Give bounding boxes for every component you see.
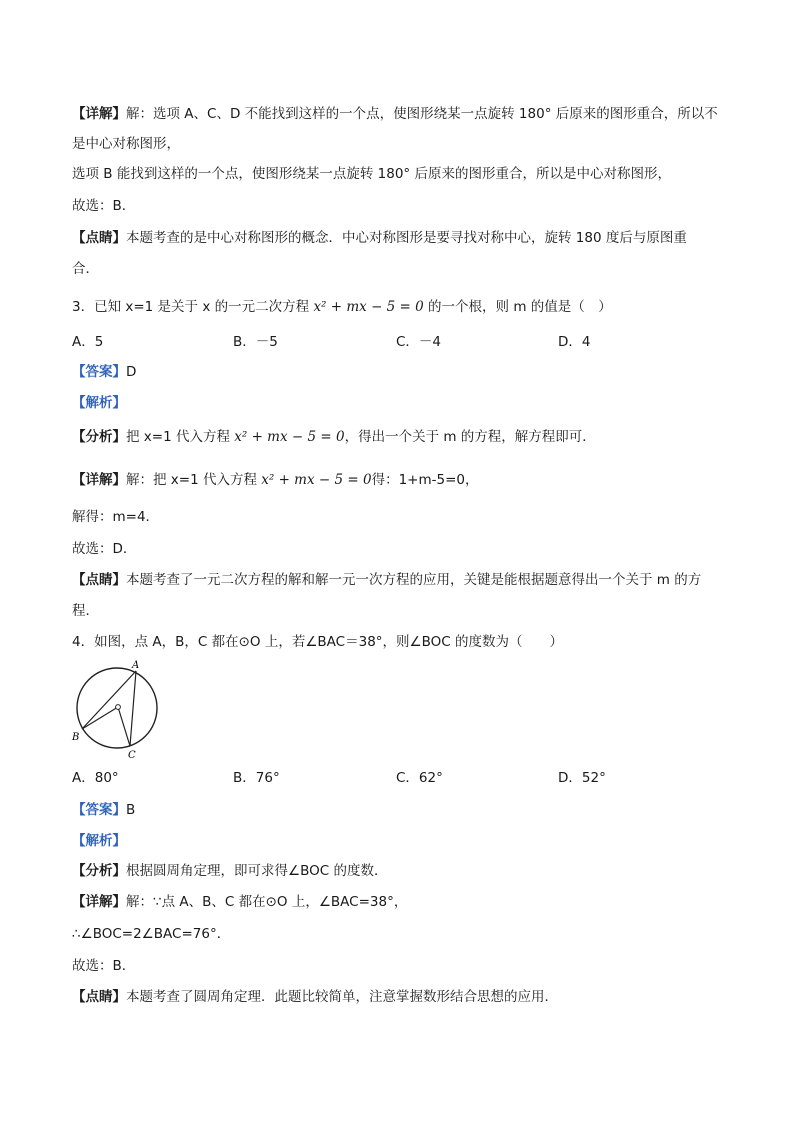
segment-ab [82, 671, 136, 729]
choose-line [72, 196, 135, 216]
answer-value: D [126, 364, 137, 380]
answer-tag: 【答案】 [72, 364, 126, 380]
comment-text: 本题考查了圆周角定理．此题比较简单，注意掌握数形结合思想的应用． [126, 989, 558, 1005]
q3-equation: x² + mx − 5 = 0 [313, 299, 424, 315]
q4-detail [72, 892, 407, 912]
comment-text-cont: 合． [72, 261, 99, 277]
detail-equation: x² + mx − 5 = 0 [261, 472, 372, 488]
q4-detail-2: ∴∠BOC=2∠BAC=76°． [72, 926, 231, 942]
label-b: B [72, 732, 80, 743]
q3-choose: 故选：D． [72, 541, 137, 557]
segment-oc [118, 707, 130, 746]
answer-tag: 【答案】 [72, 802, 126, 818]
answer-value: B [126, 802, 136, 818]
analysis-pre: 把 x=1 代入方程 [126, 429, 235, 445]
detail-text-cont: 是中心对称图形， [72, 136, 180, 152]
comment-line-1 [72, 228, 687, 248]
q4-option-b: B．76° [233, 770, 280, 786]
q3-analysis [72, 427, 596, 447]
analysis-heading: 【解析】 [72, 833, 126, 849]
q3-solution: 解得：m=4． [72, 509, 160, 525]
circle-figure [66, 658, 176, 762]
detail-tag: 【详解】 [72, 472, 126, 488]
detail-text: 解：选项 A、C、D 不能找到这样的一个点，使图形绕某一点旋转 180° 后原来的图形重合，所以不 [126, 106, 718, 122]
q4-choose: 故选：B． [72, 958, 136, 974]
comment-tag: 【点睛】 [72, 989, 126, 1005]
q4-comment [72, 987, 558, 1007]
analysis-equation: x² + mx − 5 = 0 [234, 429, 345, 445]
detail-line-3 [72, 164, 671, 184]
detail-post: 得：1+m-5=0， [371, 472, 479, 488]
analysis-post: ，得出一个关于 m 的方程，解方程即可． [344, 429, 596, 445]
comment-text: 本题考查了一元二次方程的解和解一元一次方程的应用，关键是能根据题意得出一个关于 m 的方 [126, 572, 702, 588]
detail-text-b: 选项 B 能找到这样的一个点，使图形绕某一点旋转 180° 后原来的图形重合，所以是中心对称图形， [72, 166, 671, 182]
detail-line-1 [72, 104, 718, 124]
q3-option-b: B．－5 [233, 334, 278, 350]
comment-tag: 【点睛】 [72, 572, 126, 588]
analysis-text: 根据圆周角定理，即可求得∠BOC 的度数． [126, 863, 388, 879]
q4-analysis [72, 861, 387, 881]
q3-stem-post: 的一个根，则 m 的值是（ ） [423, 299, 612, 315]
label-a: A [132, 660, 140, 671]
q3-option-d: D．4 [558, 334, 591, 350]
q3-analysis-heading [72, 393, 126, 413]
analysis-tag: 【分析】 [72, 863, 126, 879]
q3-comment-1 [72, 570, 701, 590]
q3-stem-pre: 3．已知 x=1 是关于 x 的一元二次方程 [72, 299, 314, 315]
q3-option-a: A．5 [72, 334, 104, 350]
comment-tag: 【点睛】 [72, 230, 126, 246]
q4-stem: 4．如图，点 A，B，C 都在⊙O 上，若∠BAC＝38°，则∠BOC 的度数为（ ） [72, 634, 564, 650]
q3-answer [72, 362, 136, 382]
analysis-heading: 【解析】 [72, 395, 126, 411]
detail-tag: 【详解】 [72, 894, 126, 910]
q3-stem [72, 297, 612, 317]
detail-tag: 【详解】 [72, 106, 126, 122]
analysis-tag: 【分析】 [72, 429, 126, 445]
q3-option-c: C．－4 [396, 334, 442, 350]
q4-analysis-heading [72, 831, 126, 851]
q3-detail [72, 470, 479, 490]
q4-option-c: C．62° [396, 770, 443, 786]
choose-text: 故选：B． [72, 198, 136, 214]
detail-line-2 [72, 134, 180, 154]
q4-option-d: D．52° [558, 770, 606, 786]
center-point [116, 705, 121, 710]
comment-text: 本题考查的是中心对称图形的概念．中心对称图形是要寻找对称中心，旋转 180 度后与原图重 [126, 230, 687, 246]
segment-ac [130, 671, 136, 746]
comment-line-2 [72, 259, 99, 279]
label-c: C [128, 750, 136, 761]
q4-answer [72, 800, 135, 820]
detail-pre: 解：把 x=1 代入方程 [126, 472, 262, 488]
q3-comment-2: 程． [72, 603, 99, 619]
q4-option-a: A．80° [72, 770, 119, 786]
detail-text: 解：∵点 A、B、C 都在⊙O 上，∠BAC=38°， [126, 894, 408, 910]
